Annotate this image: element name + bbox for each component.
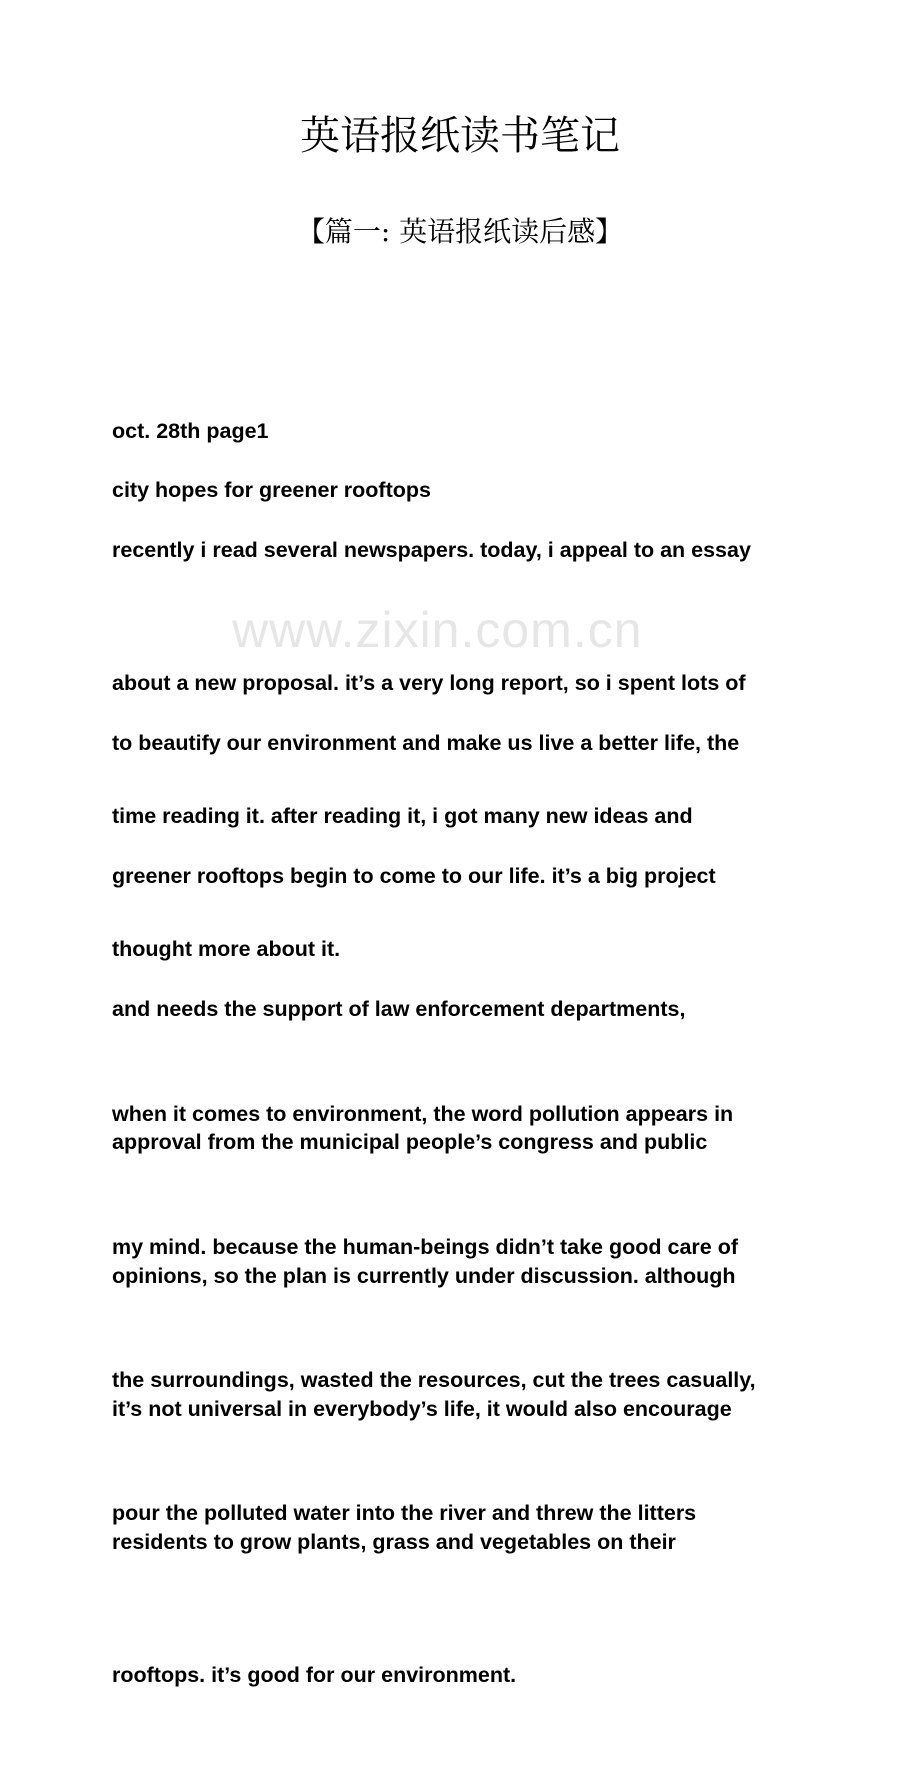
paragraph-line: thought more about it.: [112, 937, 341, 962]
paragraph-line: greener rooftops begin to come to our life. it’s a big project: [112, 864, 716, 889]
paragraph-line: pour the polluted water into the river and threw the litters: [112, 1501, 697, 1526]
paragraph-line: to beautify our environment and make us live a better life, the: [112, 730, 740, 755]
paragraph-line: recently i read several newspapers. today, i appeal to an essay: [112, 537, 751, 562]
paragraph-line: about a new proposal. it’s a very long report, so i spent lots of: [112, 671, 746, 696]
paragraph-line: it’s not universal in everybody’s life, it would also encourage: [112, 1396, 732, 1421]
section-heading: 【篇一: 英语报纸读后感】: [296, 215, 624, 248]
paragraph-line: rooftops. it’s good for our environment.: [112, 1663, 517, 1688]
paragraph-line: approval from the municipal people’s congress and public: [112, 1130, 708, 1155]
paragraph-line: opinions, so the plan is currently under discussion. although: [112, 1263, 736, 1288]
document-title: 英语报纸读书笔记: [300, 113, 620, 159]
headline-text: city hopes for greener rooftops: [112, 477, 431, 502]
paragraph-line: the surroundings, wasted the resources, cut the trees casually,: [112, 1368, 756, 1393]
paragraph-line: time reading it. after reading it, i got many new ideas and: [112, 804, 693, 829]
watermark: www.zixin.com.cn: [232, 602, 643, 658]
date-line-text: oct. 28th page1: [112, 418, 269, 443]
paragraph-line: when it comes to environment, the word pollution appears in: [112, 1101, 734, 1126]
paragraph-3: [112, 1003, 812, 1625]
paragraph-line: my mind. because the human-beings didn’t take good care of: [112, 1235, 738, 1260]
paragraph-line: residents to grow plants, grass and vegetables on their: [112, 1530, 676, 1555]
paragraph-line: and needs the support of law enforcement departments,: [112, 997, 686, 1022]
